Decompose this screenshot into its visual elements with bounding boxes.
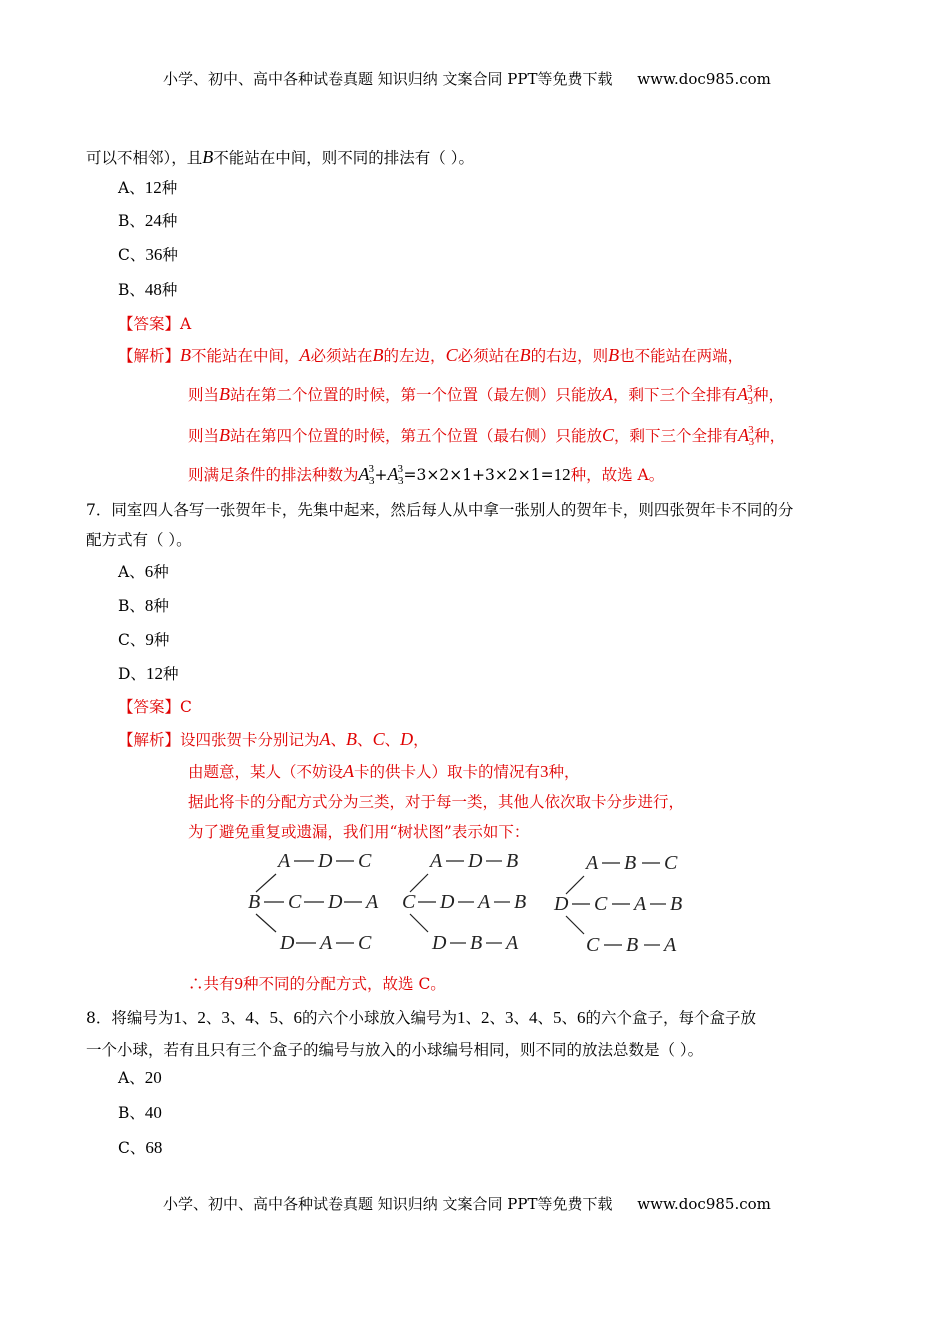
text: 8．将编号为 (86, 1009, 174, 1027)
text: ，剩下三个全排有 (613, 386, 738, 404)
tree-node: D (328, 891, 343, 913)
option-value: 68 (145, 1138, 163, 1157)
text: 站在第四个位置的时候，第五个位置（最右侧）只能放 (230, 427, 603, 445)
tree-node: A (478, 891, 491, 913)
option-label: A、 (118, 563, 145, 581)
option-label: B、 (118, 597, 145, 615)
num: 2 (480, 1008, 490, 1027)
text: 的六个小球放入编号为 (301, 1009, 457, 1027)
answer-tag: 【答案】 (118, 698, 181, 716)
option-unit: 种 (153, 597, 169, 615)
num: 3 (221, 1008, 230, 1027)
option-value: 24 (144, 211, 162, 230)
option-unit: 种 (161, 281, 178, 299)
tree-node: B (624, 852, 637, 874)
perm-symbol: A (737, 384, 749, 404)
text: 设四张贺卡分别记为 (180, 731, 320, 749)
num: 1 (173, 1008, 182, 1027)
var: B (219, 425, 231, 445)
tree-node: A (278, 850, 291, 872)
tree-node: D (468, 850, 483, 872)
text: 必须站在 (310, 347, 373, 365)
num: 5 (553, 1008, 562, 1027)
option-label: B、 (118, 212, 145, 230)
tree-node: B (626, 934, 639, 956)
tree-node: B (670, 893, 683, 915)
tree-node: C (358, 932, 372, 954)
text: 则满足条件的排法种数为 (188, 466, 359, 484)
var: B (372, 345, 384, 365)
q7-conclusion (188, 972, 446, 994)
text: 卡的供卡人）取卡的情况有 (354, 763, 541, 781)
text: 种， (548, 763, 580, 781)
tree-node: D (318, 850, 333, 872)
q6-analysis-line-3 (188, 424, 785, 448)
tree-node: A (366, 891, 379, 913)
text: 必须站在 (457, 347, 520, 365)
option-label: C、 (118, 631, 146, 649)
q6-stem-text: 可以不相邻），且 (86, 149, 203, 167)
q6-option-d (118, 278, 177, 300)
q8-option-a (118, 1066, 162, 1088)
text: ∴共有 (188, 975, 235, 993)
page-footer (163, 1193, 771, 1214)
num: 2 (197, 1008, 206, 1027)
q7-stem-line-2: 配方式有（ ）。 (86, 531, 192, 549)
analysis-tag: 【解析】 (118, 731, 181, 749)
option-value: 9 (145, 630, 154, 649)
option-unit: 种 (153, 631, 170, 649)
var: C (445, 345, 458, 365)
tree-node: B (248, 891, 261, 913)
q7-option-a (118, 560, 169, 582)
tree-2 (402, 850, 526, 954)
q6-stem-text-2: 不能站在中间，则不同的排法有（ ）。 (213, 149, 474, 167)
var: A (602, 384, 614, 404)
plus-sign: + (374, 466, 388, 484)
text: 种， (754, 427, 786, 445)
option-label: A、 (118, 1069, 145, 1087)
count: 3 (540, 762, 549, 781)
sep: 、 (357, 731, 373, 749)
var: D (400, 729, 414, 749)
q7-analysis-line-3: 据此将卡的分配方式分为三类，对于每一类，其他人依次取卡分步进行， (188, 793, 685, 811)
tree-3 (553, 852, 682, 956)
q7-option-c (118, 628, 169, 650)
option-label: C、 (118, 246, 146, 264)
q6-answer (118, 312, 191, 334)
header-site: www.doc985.com (637, 70, 771, 88)
option-label: D、 (118, 665, 146, 683)
var: C (372, 729, 385, 749)
q7-analysis-line-1 (118, 728, 429, 750)
text: 也不能站在两端， (619, 347, 744, 365)
text: 则当 (188, 386, 220, 404)
answer-tag: 【答案】 (118, 315, 181, 333)
q8-option-c (118, 1136, 162, 1158)
text: 种， (753, 386, 785, 404)
tree-diagram (240, 842, 700, 962)
tree-node: C (664, 852, 678, 874)
perm-sub: 3 (369, 475, 375, 487)
perm-sup: 3 (748, 424, 754, 436)
q6-stem-tail (86, 146, 474, 168)
var: C (602, 425, 615, 445)
perm-sub: 3 (747, 395, 754, 407)
tree-node: B (506, 850, 519, 872)
text: 不能站在中间， (191, 347, 300, 365)
text: 由题意，某人（不妨设 (188, 763, 344, 781)
tree-1 (248, 850, 379, 954)
text: 种，故选 A。 (570, 466, 665, 484)
num: 4 (529, 1008, 538, 1027)
option-unit: 种 (162, 246, 178, 264)
q8-stem-line-2: 一个小球，若有且只有三个盒子的编号与放入的小球编号相同，则不同的放法总数是（ ）。 (86, 1041, 704, 1059)
tree-node: B (514, 891, 527, 913)
q7-stem-line-1: 7．同室四人各写一张贺年卡，先集中起来，然后每人从中拿一张别人的贺年卡，则四张贺年卡不同的分 (86, 501, 794, 519)
tree-node: D (554, 893, 569, 915)
q8-stem-line-1: 8．将编号为1、2、3、4、5、6的六个小球放入编号为1、2、3、4、5、6的六个盒子，每个盒子放 (86, 1008, 757, 1027)
tree-node: B (470, 932, 483, 954)
tree-node: A (586, 852, 599, 874)
perm-sub: 3 (398, 475, 404, 487)
tree-node: A (664, 934, 677, 956)
option-value: 8 (144, 596, 154, 615)
text: 种不同的分配方式，故选 C。 (243, 975, 446, 993)
option-value: 6 (144, 562, 154, 581)
perm-symbol: A (358, 464, 370, 484)
q7-option-b (118, 594, 169, 616)
q7-analysis-line-4: 为了避免重复或遗漏，我们用“树状图”表示如下： (188, 823, 530, 841)
var-b: B (202, 147, 214, 167)
option-value: 20 (144, 1068, 162, 1087)
text: ，剩下三个全排有 (614, 427, 739, 445)
text: 站在第二个位置的时候，第一个位置（最左侧）只能放 (230, 386, 603, 404)
tree-node: D (280, 932, 295, 954)
text: 则当 (188, 427, 220, 445)
option-unit: 种 (161, 179, 178, 197)
page-header (163, 68, 771, 89)
tree-node: C (288, 891, 302, 913)
perm-symbol: A (738, 425, 750, 445)
tree-node: C (358, 850, 372, 872)
q6-option-b (118, 209, 177, 231)
tree-node: A (506, 932, 519, 954)
q6-analysis-line-1 (118, 344, 743, 366)
header-text: 小学、初中、高中各种试卷真题 知识归纳 文案合同 PPT等免费下载 (163, 70, 613, 88)
text: 的右边，则 (530, 347, 609, 365)
var: A (299, 345, 311, 365)
q7-answer (118, 695, 192, 717)
q6-analysis-line-2 (188, 383, 784, 407)
footer-site: www.doc985.com (637, 1195, 771, 1213)
var: B (519, 345, 531, 365)
q7-option-d (118, 662, 178, 684)
option-label: A、 (118, 179, 145, 197)
tree-node: C (402, 891, 416, 913)
num: 1 (456, 1008, 466, 1027)
perm-sub: 3 (748, 436, 755, 448)
perm-sup: 3 (397, 463, 404, 475)
num: 6 (577, 1008, 586, 1027)
option-unit: 种 (161, 212, 178, 230)
text: 的左边， (383, 347, 446, 365)
var: B (608, 345, 620, 365)
var: B (180, 345, 192, 365)
tree-node: C (586, 934, 600, 956)
var: A (319, 729, 331, 749)
var: B (219, 384, 231, 404)
text: 的六个盒子，每个盒子放 (585, 1009, 757, 1027)
q6-analysis-line-4 (188, 463, 664, 487)
footer-text: 小学、初中、高中各种试卷真题 知识归纳 文案合同 PPT等免费下载 (163, 1195, 613, 1213)
q6-option-c (118, 243, 178, 265)
option-label: C、 (118, 1139, 146, 1157)
sep: 、 (330, 731, 347, 749)
option-value: 36 (145, 245, 163, 264)
tree-node: A (634, 893, 647, 915)
perm-sup: 3 (368, 463, 375, 475)
num: 3 (505, 1008, 514, 1027)
option-value: 40 (144, 1103, 162, 1122)
tree-node: D (432, 932, 447, 954)
option-value: 48 (144, 280, 162, 299)
answer-value: C (180, 698, 192, 716)
option-value: 12 (145, 664, 163, 683)
answer-value: A (180, 315, 192, 333)
num: 4 (245, 1008, 254, 1027)
result-value: 12 (553, 465, 571, 484)
option-unit: 种 (162, 665, 179, 683)
tree-node: D (440, 891, 455, 913)
q7-analysis-line-2 (188, 760, 580, 782)
perm-symbol: A (387, 464, 399, 484)
option-label: B、 (118, 1104, 145, 1122)
tree-node: C (594, 893, 608, 915)
equation: =3×2×1+3×2×1= (403, 466, 554, 484)
sep: 、 (384, 731, 401, 749)
option-label: B、 (118, 281, 145, 299)
analysis-tag: 【解析】 (118, 347, 181, 365)
q6-option-a (118, 176, 177, 198)
option-unit: 种 (153, 563, 169, 581)
option-value: 12 (144, 178, 162, 197)
num: 5 (269, 1008, 278, 1027)
num: 6 (293, 1008, 302, 1027)
tree-node: A (320, 932, 333, 954)
text: ， (413, 731, 429, 749)
tree-node: A (430, 850, 443, 872)
var: A (343, 761, 355, 781)
q8-option-b (118, 1101, 162, 1123)
count: 9 (234, 974, 244, 993)
var: B (346, 729, 358, 749)
perm-sup: 3 (747, 383, 753, 395)
